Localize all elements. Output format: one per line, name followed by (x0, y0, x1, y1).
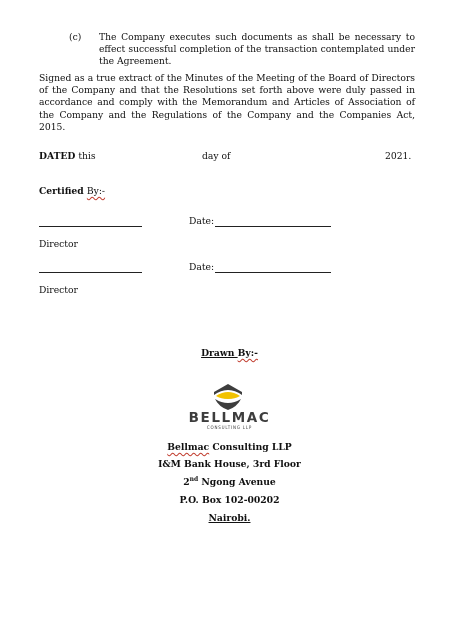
dated-line (39, 151, 96, 163)
certified-by-heading (39, 186, 105, 198)
address-street (0, 477, 459, 489)
signature-line-1 (39, 226, 142, 227)
date-line-1 (215, 226, 331, 227)
dated-day-of: day of (202, 151, 231, 162)
address-street-num: 2 (183, 477, 190, 488)
dated-this: this (78, 151, 96, 162)
bellmac-emblem-icon (211, 383, 245, 411)
address-street-sup: nd (189, 475, 199, 483)
drawn-label: Drawn (201, 348, 238, 359)
address-city-text: Nairobi. (208, 513, 251, 524)
address-po-box: P.O. Box 102-00202 (179, 495, 280, 506)
certified-label: Certified (39, 186, 87, 197)
certified-by: By:- (86, 186, 106, 197)
clause-marker: (c) (69, 32, 82, 43)
director-label-1: Director (39, 239, 78, 250)
drawn-by-heading (0, 348, 459, 360)
address-firm-rest: Consulting LLP (209, 442, 292, 453)
address-firm-first: Bellmac (167, 442, 210, 453)
dated-label: DATED (39, 151, 76, 162)
address-firm (0, 442, 459, 454)
logo-wordmark: BELLMAC (188, 410, 271, 426)
dated-year: 2021. (385, 151, 412, 162)
drawn-by: By:- (237, 348, 258, 359)
director-label-2: Director (39, 285, 78, 296)
logo-tagline: CONSULTING LLP (206, 425, 253, 430)
date-label-2: Date: (189, 262, 215, 273)
address-city (0, 513, 459, 525)
date-label-1: Date: (189, 216, 215, 227)
date-line-2 (215, 272, 331, 273)
clause-text: The Company executes such documents as shall be necessary to effect successful completion of the transaction contemplated under the Agreement. (99, 32, 415, 68)
address-street-rest: Ngong Avenue (198, 477, 276, 488)
address-building: I&M Bank House, 3rd Floor (158, 459, 301, 470)
signed-extract-paragraph: Signed as a true extract of the Minutes of the Meeting of the Board of Directors of the Company and that the Resolutions set forth above were duly passed in accordance and comply with the Memorandum and Articles of Association of the Company and the Regulations of the Company and the Companies Act, 2015. (39, 73, 415, 133)
signature-line-2 (39, 272, 142, 273)
